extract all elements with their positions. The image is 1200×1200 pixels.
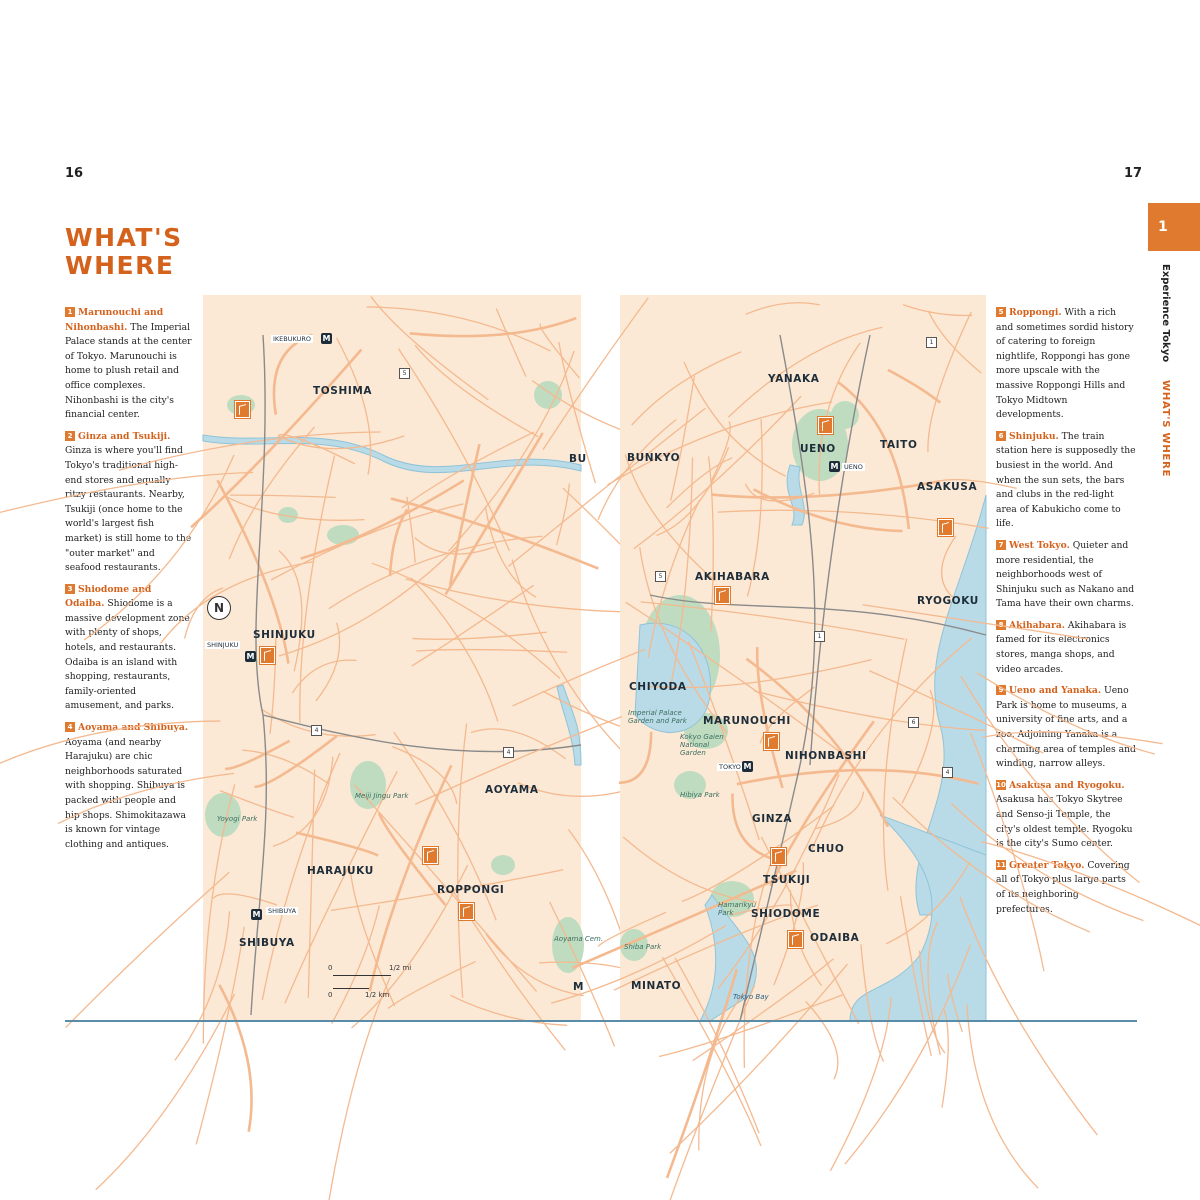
route-shield-icon: 4	[942, 767, 953, 778]
route-shield-icon: 1	[814, 631, 825, 642]
district-label: ASAKUSA	[917, 481, 978, 493]
park-label: Hamarikyu Park	[718, 901, 757, 917]
park-label: Imperial Palace Garden and Park	[628, 709, 687, 725]
district-label: BU	[569, 453, 587, 465]
scale-bar	[333, 988, 369, 989]
district-label: TAITO	[880, 439, 918, 451]
station-label: UENO	[844, 463, 863, 471]
book-marker-icon[interactable]	[771, 848, 786, 865]
district-label: SHIBUYA	[239, 937, 295, 949]
entry: 2 Ginza and Tsukiji. Ginza is where you'll find Tokyo's traditional high-end stores and equally ritzy restaurants. Nearby, Tsukiji (once home to the world's largest fish market) is still home to the "outer market" and seafood restaurants.	[65, 430, 192, 574]
entry: 4 Aoyama and Shibuya. Aoyama (and nearby Harajuku) are chic neighborhoods saturated with shopping. Shibuya is packed with people and hip shops. Shimokitazawa is known for vintage clothing and antiques.	[65, 722, 189, 850]
book-marker-icon[interactable]	[764, 733, 779, 750]
park-label: Yoyogi Park	[217, 815, 258, 823]
scale-zero: 0	[328, 964, 333, 972]
route-shield-icon: 4	[503, 747, 514, 758]
route-shield-icon: 6	[908, 717, 919, 728]
book-marker-icon[interactable]	[818, 417, 833, 434]
page-number-left: 16	[65, 166, 84, 181]
entry: 8 Akihabara. Akihabara is famed for its electronics stores, manga shops, and video arcades.	[996, 619, 1127, 675]
entry: 7 West Tokyo. Quieter and more residential, the neighborhoods west of Shinjuku such as Nakano and Tama have their own charms.	[996, 539, 1135, 610]
district-label: MARUNOUCHI	[703, 715, 791, 727]
metro-icon: M	[322, 334, 331, 343]
district-label: ROPPONGI	[437, 884, 505, 896]
park-label: Shiba Park	[624, 943, 662, 951]
page-bottom-rule	[65, 1020, 1137, 1022]
entry: 3 Shiodome and Odaiba. Shiodome is a massive development zone with plenty of shops, hotels, and restaurants. Odaiba is an island with shopping, restaurants, family-oriented amusement, and parks.	[65, 583, 190, 712]
station-label: IKEBUKURO	[273, 335, 311, 343]
route-shield-icon: 4	[311, 725, 322, 736]
running-head-title: Experience Tokyo	[1160, 264, 1171, 363]
district-label: UENO	[800, 443, 836, 455]
district-label: HARAJUKU	[307, 865, 374, 877]
park-label: Hibiya Park	[680, 791, 720, 799]
book-marker-icon[interactable]	[235, 401, 250, 418]
park-label: Meiji Jingu Park	[355, 792, 409, 800]
entries-right-column	[996, 306, 1136, 924]
book-marker-icon[interactable]	[938, 519, 953, 536]
district-label: GINZA	[752, 813, 793, 825]
district-label: BUNKYO	[627, 452, 681, 464]
entry: 9 Ueno and Yanaka. Ueno Park is home to museums, a university of fine arts, and a zoo. Adjoining Yanaka is a charming area of temples and winding, narrow alleys.	[996, 685, 1136, 770]
district-label: RYOGOKU	[917, 595, 979, 607]
north-arrow-icon: N	[207, 596, 231, 620]
book-marker-icon[interactable]	[715, 587, 730, 604]
scale-bar	[333, 975, 391, 976]
district-label: TSUKIJI	[763, 874, 811, 886]
route-shield-icon: 1	[926, 337, 937, 348]
running-head-section: WHAT'S WHERE	[1160, 379, 1171, 477]
station-label: TOKYO	[719, 763, 741, 771]
park-label: Kokyo Gaien National Garden	[680, 733, 724, 757]
book-marker-icon[interactable]	[788, 931, 803, 948]
district-label: SHIODOME	[751, 908, 821, 920]
district-label: CHIYODA	[629, 681, 687, 693]
district-label: M	[573, 981, 585, 993]
district-label: AOYAMA	[485, 784, 539, 796]
water-label: Tokyo Bay	[733, 993, 769, 1001]
entry: 5 Roppongi. With a rich and sometimes sordid history of catering to foreign nightlife, Roppongi has gone more upscale with the massive Roppongi Hills and Tokyo Midtown developments.	[996, 307, 1134, 421]
district-label: ODAIBA	[810, 932, 860, 944]
district-label: CHUO	[808, 843, 845, 855]
entry: 10 Asakusa and Ryogoku. Asakusa has Tokyo Skytree and Senso-ji Temple, the city's oldest temple. Ryogoku is the city's Sumo center.	[996, 779, 1133, 850]
entry: 11 Greater Tokyo. Covering all of Tokyo plus large parts of its neighboring prefectures.	[996, 859, 1130, 915]
metro-icon: M	[830, 462, 839, 471]
route-shield-icon: 5	[655, 571, 666, 582]
scale-label-km: 1/2 km	[365, 991, 390, 999]
metro-icon: M	[246, 652, 255, 661]
station-label: SHINJUKU	[207, 641, 239, 649]
district-label: TOSHIMA	[313, 385, 373, 397]
map-right[interactable]	[620, 295, 986, 1021]
metro-icon: M	[743, 762, 752, 771]
chapter-tab: 1	[1148, 203, 1200, 251]
station-label: SHIBUYA	[268, 907, 297, 915]
book-marker-icon[interactable]	[260, 647, 275, 664]
page-number-right: 17	[1124, 166, 1143, 181]
route-shield-icon: 5	[399, 368, 410, 379]
district-label: MINATO	[631, 980, 682, 992]
page-title: WHAT'S WHERE	[65, 223, 183, 280]
book-marker-icon[interactable]	[423, 847, 438, 864]
district-label: SHINJUKU	[253, 629, 316, 641]
scale-label-mi: 1/2 mi	[389, 964, 412, 972]
entry: 6 Shinjuku. The train station here is supposedly the busiest in the world. And when the sun sets, the bars and clubs in the red-light area of Kabukicho come to life.	[996, 430, 1136, 530]
park-label: Aoyama Cem.	[554, 935, 604, 943]
district-label: NIHONBASHI	[785, 750, 867, 762]
entries-left-column	[65, 306, 192, 859]
book-marker-icon[interactable]	[459, 903, 474, 920]
scale-zero: 0	[328, 991, 333, 999]
running-head	[1160, 264, 1171, 477]
metro-icon: M	[252, 910, 261, 919]
map-left[interactable]	[203, 295, 604, 1021]
district-label: AKIHABARA	[695, 571, 770, 583]
entry: 1 Marunouchi and Nihonbashi. The Imperial Palace stands at the center of Tokyo. Marunouchi is home to plush retail and office complexes. Nihonbashi is the city's financial center.	[65, 307, 192, 421]
district-label: YANAKA	[768, 373, 820, 385]
